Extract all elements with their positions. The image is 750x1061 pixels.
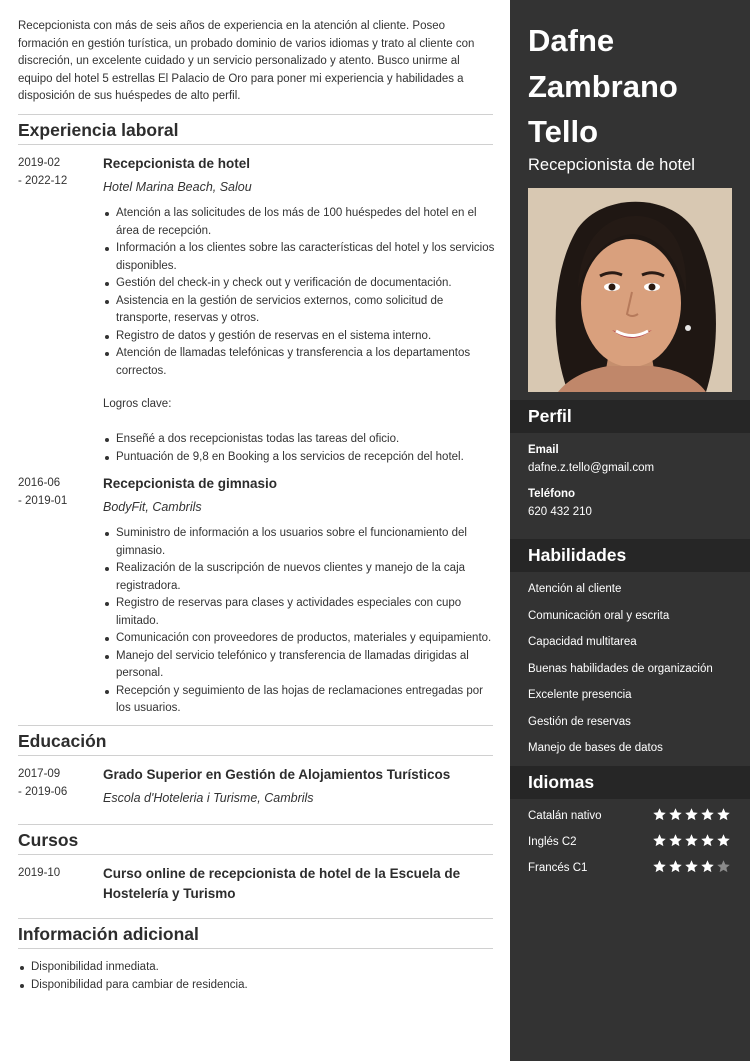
candidate-name: [528, 18, 738, 155]
star-icon: [700, 833, 715, 848]
list-item: Puntuación de 9,8 en Booking a los servicios de recepción del hotel.: [103, 449, 495, 467]
list-item: Asistencia en la gestión de servicios externos, como solicitud de transporte, reservas y otros.: [103, 293, 495, 328]
list-item: Comunicación con proveedores de productos, materiales y equipamiento.: [103, 630, 495, 648]
sidebar-heading-skills: Habilidades: [510, 539, 750, 572]
course-title: Curso online de recepcionista de hotel de la Escuela de Hostelería y Turismo: [103, 866, 461, 901]
name-line: Dafne: [528, 23, 615, 58]
phone-label: Teléfono: [528, 488, 576, 500]
list-item: Atención a las solicitudes de los más de 100 huéspedes del hotel en el área de recepción.: [103, 205, 495, 240]
list-item: Disponibilidad para cambiar de residencia.: [18, 977, 488, 995]
list-item: Registro de datos y gestión de reservas en el sistema interno.: [103, 328, 495, 346]
skill-item: Comunicación oral y escrita: [528, 610, 670, 622]
star-icon: [652, 859, 667, 874]
name-line: Zambrano: [528, 68, 678, 104]
list-item: Manejo del servicio telefónico y transferencia de llamadas dirigidas al personal.: [103, 648, 495, 683]
star-icon: [716, 807, 731, 822]
section-divider: [18, 948, 493, 949]
sidebar-heading-profile: Perfil: [510, 400, 750, 433]
section-title-experience: Experiencia laboral: [18, 120, 179, 140]
course-date: 2019-10: [18, 867, 61, 879]
section-title-courses: Cursos: [18, 830, 79, 850]
skill-item: Atención al cliente: [528, 583, 622, 595]
section-title-additional: Información adicional: [18, 924, 199, 944]
candidate-role: Recepcionista de hotel: [528, 156, 695, 174]
star-icon: [684, 807, 699, 822]
language-name: Inglés C2: [528, 836, 577, 848]
star-icon: [716, 859, 731, 874]
language-name: Catalán nativo: [528, 810, 602, 822]
language-name: Francés C1: [528, 862, 588, 874]
list-item: Gestión del check-in y check out y verificación de documentación.: [103, 275, 495, 293]
list-item: Enseñé a dos recepcionistas todas las tareas del oficio.: [103, 431, 495, 449]
email-value: dafne.z.tello@gmail.com: [528, 462, 655, 474]
phone-value: 620 432 210: [528, 506, 592, 518]
list-item: Disponibilidad inmediata.: [18, 959, 488, 977]
section-divider: [18, 144, 493, 145]
job-company: BodyFit, Cambrils: [103, 500, 202, 514]
star-icon: [668, 859, 683, 874]
section-divider: [18, 854, 493, 855]
skill-item: Excelente presencia: [528, 689, 632, 701]
job-date-start: 2016-06: [18, 477, 61, 489]
job-company: Hotel Marina Beach, Salou: [103, 180, 252, 194]
star-icon: [668, 833, 683, 848]
section-divider: [18, 755, 493, 756]
additional-info-list: [18, 959, 488, 994]
skill-item: Buenas habilidades de organización: [528, 663, 713, 675]
star-icon: [684, 859, 699, 874]
achievements-label: Logros clave:: [103, 398, 172, 410]
job-date-end: - 2019-01: [18, 494, 68, 507]
resume-sidebar: [510, 0, 750, 1061]
star-icon: [700, 859, 715, 874]
job-date: [18, 155, 98, 190]
list-item: Recepción y seguimiento de las hojas de reclamaciones entregadas por los usuarios.: [103, 683, 495, 718]
education-date-start: 2017-09: [18, 768, 61, 780]
education-date-end: - 2019-06: [18, 785, 68, 798]
list-item: Atención de llamadas telefónicas y transferencia a los departamentos correctos.: [103, 345, 495, 380]
job-date-start: 2019-02: [18, 157, 61, 169]
star-icon: [652, 833, 667, 848]
language-rating: [652, 833, 731, 848]
achievements-list: [103, 431, 495, 466]
language-rating: [652, 807, 731, 822]
list-item: Información a los clientes sobre las características del hotel y los servicios disponibles.: [103, 240, 495, 275]
sidebar-heading-languages: Idiomas: [510, 766, 750, 799]
star-icon: [716, 833, 731, 848]
job-date-end: - 2022-12: [18, 174, 68, 187]
job-date: [18, 475, 98, 510]
section-title-education: Educación: [18, 731, 107, 751]
star-icon: [700, 807, 715, 822]
language-rating: [652, 859, 731, 874]
summary-text: Recepcionista con más de seis años de experiencia en la atención al cliente. Poseo formación en gestión turística, un probado dominio de varios idiomas y trato al cliente con discreción, un excelente cuidado y un servicio personalizado y atento. Busco unirme al equipo del hotel 5 estrellas El Palacio de Oro para poner mi experiencia y habilidades a disposición de sus huéspedes de alto perfil.: [18, 20, 475, 103]
list-item: Realización de la suscripción de nuevos clientes y manejo de la caja registradora.: [103, 560, 495, 595]
job-duties-list: [103, 205, 495, 380]
skill-item: Manejo de bases de datos: [528, 742, 663, 754]
star-icon: [668, 807, 683, 822]
skill-item: Gestión de reservas: [528, 716, 631, 728]
job-title: Recepcionista de gimnasio: [103, 476, 278, 491]
list-item: Registro de reservas para clases y actividades especiales con cupo limitado.: [103, 595, 495, 630]
education-date: [18, 766, 98, 801]
star-icon: [652, 807, 667, 822]
profile-photo: [528, 188, 732, 392]
job-title: Recepcionista de hotel: [103, 156, 251, 171]
star-icon: [684, 833, 699, 848]
email-label: Email: [528, 444, 559, 456]
job-duties-list: [103, 525, 495, 718]
education-degree: Grado Superior en Gestión de Alojamientos Turísticos: [103, 767, 451, 782]
skill-item: Capacidad multitarea: [528, 636, 637, 648]
education-school: Escola d'Hoteleria i Turisme, Cambrils: [103, 791, 314, 805]
list-item: Suministro de información a los usuarios sobre el funcionamiento del gimnasio.: [103, 525, 495, 560]
name-line: Tello: [528, 114, 599, 149]
